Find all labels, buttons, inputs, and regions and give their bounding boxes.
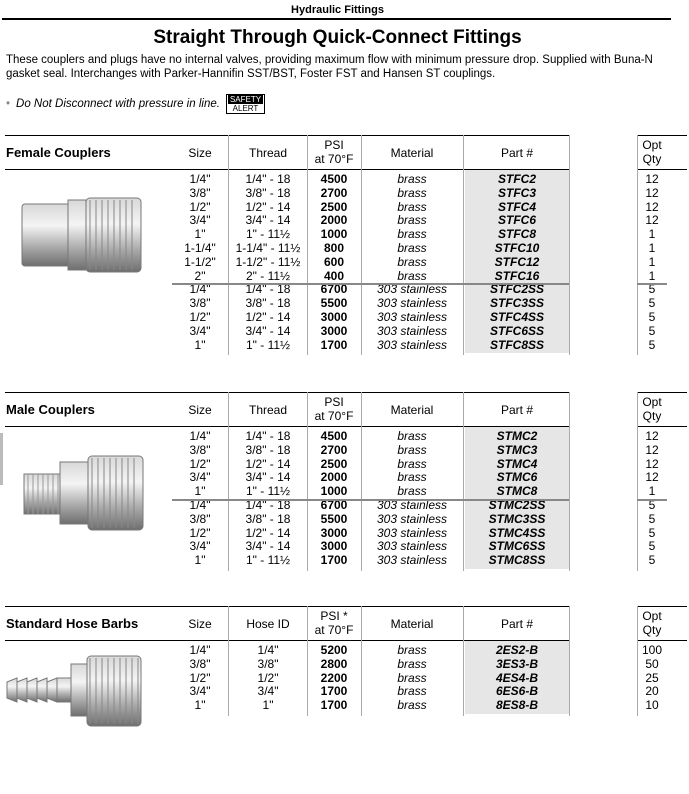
cell-part-number: 6ES6-B: [495, 684, 539, 699]
cell-size: 1/4": [189, 172, 211, 186]
cell-thread: 1/4" - 18: [245, 498, 291, 512]
cell-size: 3/4": [189, 684, 211, 699]
safety-note: [6, 94, 265, 114]
cell-thread: 1/4" - 18: [245, 282, 291, 297]
cell-material: brass: [397, 670, 427, 685]
cell-material: brass: [397, 456, 427, 471]
cell-size: 1/2": [189, 525, 211, 540]
table-row: [0, 324, 689, 338]
material-group-divider: [172, 283, 569, 285]
cell-opt-qty: 20: [645, 684, 659, 699]
cell-material: brass: [397, 429, 427, 443]
cell-psi: 2700: [320, 185, 348, 200]
table-row: [0, 338, 689, 352]
cell-thread: 3/4" - 14: [245, 470, 291, 485]
cell-material: brass: [397, 172, 427, 186]
cell-psi: 2000: [320, 470, 348, 485]
cell-opt-qty: 12: [645, 470, 659, 485]
cell-psi: 4500: [320, 172, 348, 186]
safety-badge-top: SAFETY: [229, 95, 262, 104]
cell-opt-qty: 5: [648, 323, 656, 338]
cell-size: 1": [194, 698, 206, 713]
male-coupler-photo: [20, 452, 145, 539]
cell-size: 1": [194, 337, 206, 352]
cell-psi: 5500: [320, 296, 348, 311]
cell-part-number: STFC16: [494, 268, 540, 283]
cell-thread: 3/4" - 14: [245, 323, 291, 338]
cell-opt-qty: 5: [648, 511, 656, 526]
cell-thread: 3/4" - 14: [245, 539, 291, 554]
cell-psi: 1700: [320, 337, 348, 352]
header-psi: [308, 138, 360, 166]
cell-thread: 1" - 11½: [245, 227, 291, 242]
cell-thread: 1/2" - 14: [245, 199, 291, 214]
cell-thread: 3/8" - 18: [245, 442, 291, 457]
cell-opt-qty: 12: [645, 456, 659, 471]
cell-size: 3/4": [189, 539, 211, 554]
cell-part-number: STMC3: [496, 442, 538, 457]
cell-opt-qty: 12: [645, 213, 659, 228]
cell-thread: 1/4": [257, 643, 279, 657]
cell-material: 303 stainless: [376, 525, 448, 540]
header-thread-line: Thread: [248, 146, 288, 160]
cell-part-number: 8ES8-B: [495, 698, 539, 713]
header-rule: [2, 18, 671, 20]
page-category-header: Hydraulic Fittings: [291, 4, 384, 16]
material-group-divider: [637, 499, 667, 501]
cell-material: brass: [397, 241, 427, 255]
cell-psi: 2200: [320, 670, 348, 685]
cell-size: 1/2": [189, 670, 211, 685]
section-title: Female Couplers: [6, 145, 111, 160]
cell-opt-qty: 50: [645, 656, 659, 671]
cell-part-number: STMC8SS: [488, 553, 546, 568]
cell-thread: 1-1/4" - 11½: [235, 241, 301, 255]
cell-size: 1/4": [189, 429, 211, 443]
header-size-line: Size: [188, 617, 212, 631]
cell-part-number: STMC4SS: [488, 525, 546, 540]
cell-thread: 1/2": [257, 670, 279, 685]
header-opt-qty-line: Opt: [642, 138, 662, 152]
header-opt-qty: [638, 138, 666, 166]
header-size-line: Size: [188, 403, 212, 417]
cell-size: 3/8": [189, 656, 211, 671]
cell-opt-qty: 1: [648, 254, 656, 269]
section-top-rule: [5, 135, 569, 136]
cell-part-number: STMC3SS: [488, 511, 546, 526]
header-thread: [230, 617, 306, 631]
header-psi-line: PSI: [324, 395, 344, 409]
cell-material: 303 stainless: [376, 323, 448, 338]
section-title: Standard Hose Barbs: [6, 616, 139, 631]
cell-psi: 3000: [320, 525, 348, 540]
header-material: [362, 403, 462, 417]
margin-marker: [0, 433, 3, 485]
section-title: Male Couplers: [6, 402, 95, 417]
opt-header-rule: [637, 426, 687, 427]
cell-part-number: STMC6: [496, 470, 538, 485]
header-opt-qty: [638, 609, 666, 637]
cell-opt-qty: 12: [645, 185, 659, 200]
cell-material: brass: [397, 213, 427, 228]
cell-material: brass: [397, 227, 427, 242]
cell-size: 3/8": [189, 185, 211, 200]
cell-opt-qty: 5: [648, 553, 656, 568]
header-opt-qty-line: Qty: [642, 623, 662, 637]
table-row: [0, 172, 689, 186]
cell-thread: 1" - 11½: [245, 337, 291, 352]
header-part: [466, 146, 568, 160]
page-title: Straight Through Quick-Connect Fittings: [153, 27, 522, 48]
opt-header-rule: [637, 640, 687, 641]
cell-opt-qty: 12: [645, 199, 659, 214]
header-psi: [308, 395, 360, 423]
header-part: [466, 403, 568, 417]
cell-size: 2": [194, 268, 206, 283]
cell-part-number: STMC2SS: [488, 498, 546, 512]
cell-size: 3/8": [189, 511, 211, 526]
header-thread: [230, 146, 306, 160]
cell-psi: 5200: [320, 643, 348, 657]
cell-psi: 4500: [320, 429, 348, 443]
barb-coupler-photo: [5, 648, 145, 741]
cell-material: brass: [397, 470, 427, 485]
cell-part-number: STMC6SS: [488, 539, 546, 554]
cell-part-number: STFC12: [494, 254, 540, 269]
safety-alert-badge: [226, 94, 265, 114]
header-material-line: Material: [390, 146, 434, 160]
header-thread: [230, 403, 306, 417]
section-top-rule: [5, 392, 569, 393]
header-size: [172, 617, 228, 631]
cell-thread: 1/4" - 18: [245, 429, 291, 443]
cell-opt-qty: 1: [648, 268, 656, 283]
cell-opt-qty: 10: [645, 698, 659, 713]
cell-part-number: STFC6SS: [489, 323, 544, 338]
cell-thread: 1-1/2" - 11½: [235, 254, 301, 269]
table-row: [0, 310, 689, 324]
header-material-line: Material: [390, 403, 434, 417]
cell-opt-qty: 1: [648, 227, 656, 242]
table-row: [0, 553, 689, 567]
cell-thread: 1": [262, 698, 274, 713]
cell-part-number: STFC2: [497, 172, 536, 186]
cell-opt-qty: 100: [641, 643, 663, 657]
header-material: [362, 146, 462, 160]
cell-thread: 3/4": [257, 684, 279, 699]
cell-material: brass: [397, 199, 427, 214]
cell-thread: 3/8" - 18: [245, 296, 291, 311]
table-row: [0, 539, 689, 553]
cell-size: 1/2": [189, 310, 211, 324]
header-psi-line: PSI *: [320, 609, 348, 623]
header-part-line: Part #: [500, 403, 533, 417]
cell-thread: 1/2" - 14: [245, 456, 291, 471]
cell-opt-qty: 5: [648, 296, 656, 311]
cell-size: 1": [194, 553, 206, 568]
cell-material: 303 stainless: [376, 553, 448, 568]
cell-part-number: STFC8: [497, 227, 536, 242]
cell-part-number: STFC3: [497, 185, 536, 200]
cell-part-number: STMC4: [496, 456, 538, 471]
cell-thread: 3/8" - 18: [245, 511, 291, 526]
cell-thread: 2" - 11½: [245, 268, 291, 283]
cell-part-number: STFC2SS: [489, 282, 544, 297]
opt-header-rule: [637, 169, 687, 170]
intro-paragraph: These couplers and plugs have no internal valves, providing maximum flow with minimum pressure drop. Supplied with Buna-N gasket seal. Interchanges with Parker-Hannifin SST/BST, Foster FST and Hansen ST couplings.: [6, 54, 653, 80]
cell-part-number: 2ES2-B: [495, 643, 539, 657]
header-size: [172, 403, 228, 417]
cell-material: brass: [397, 442, 427, 457]
cell-psi: 1000: [320, 227, 348, 242]
header-opt-qty: [638, 395, 666, 423]
header-material-line: Material: [390, 617, 434, 631]
cell-material: brass: [397, 185, 427, 200]
header-opt-qty-line: Opt: [642, 609, 662, 623]
cell-opt-qty: 5: [648, 525, 656, 540]
header-psi-line: at 70°F: [314, 623, 354, 637]
cell-thread: 1/4" - 18: [245, 172, 291, 186]
header-material: [362, 617, 462, 631]
cell-thread: 1/2" - 14: [245, 310, 291, 324]
bullet-icon: •: [6, 98, 11, 110]
material-group-divider: [637, 283, 667, 285]
cell-size: 1/2": [189, 456, 211, 471]
cell-psi: 400: [323, 268, 345, 283]
cell-psi: 3000: [320, 310, 348, 324]
cell-size: 1/4": [189, 498, 211, 512]
cell-size: 1/4": [189, 282, 211, 297]
cell-material: brass: [397, 268, 427, 283]
header-size: [172, 146, 228, 160]
cell-opt-qty: 5: [648, 337, 656, 352]
cell-psi: 3000: [320, 539, 348, 554]
cell-size: 1": [194, 227, 206, 242]
cell-part-number: STFC10: [494, 241, 540, 255]
safety-badge-bottom: ALERT: [232, 104, 259, 113]
cell-material: 303 stainless: [376, 337, 448, 352]
cell-size: 1-1/2": [184, 254, 216, 269]
table-row: [0, 429, 689, 443]
header-opt-qty-line: Qty: [642, 152, 662, 166]
female-coupler-photo: [20, 194, 145, 281]
cell-size: 3/8": [189, 442, 211, 457]
header-psi-line: at 70°F: [314, 409, 354, 423]
header-part: [466, 617, 568, 631]
cell-opt-qty: 5: [648, 539, 656, 554]
cell-part-number: STFC8SS: [489, 337, 544, 352]
cell-opt-qty: 1: [648, 241, 656, 255]
cell-psi: 5500: [320, 511, 348, 526]
cell-psi: 6700: [320, 498, 348, 512]
cell-size: 1-1/4": [184, 241, 216, 255]
cell-part-number: STMC8: [496, 484, 538, 499]
header-size-line: Size: [188, 146, 212, 160]
cell-opt-qty: 5: [648, 282, 656, 297]
table-row: [0, 296, 689, 310]
cell-material: brass: [397, 698, 427, 713]
cell-opt-qty: 25: [645, 670, 659, 685]
cell-psi: 2500: [320, 199, 348, 214]
section-top-rule: [5, 606, 569, 607]
header-part-line: Part #: [500, 617, 533, 631]
cell-part-number: STFC3SS: [489, 296, 544, 311]
cell-psi: 2800: [320, 656, 348, 671]
cell-thread: 3/8" - 18: [245, 185, 291, 200]
cell-size: 3/4": [189, 323, 211, 338]
cell-size: 1": [194, 484, 206, 499]
cell-psi: 1700: [320, 684, 348, 699]
cell-part-number: 3ES3-B: [495, 656, 539, 671]
cell-material: brass: [397, 254, 427, 269]
cell-material: 303 stainless: [376, 498, 448, 512]
header-opt-qty-line: Opt: [642, 395, 662, 409]
cell-size: 1/4": [189, 643, 211, 657]
cell-part-number: STMC2: [496, 429, 538, 443]
cell-material: brass: [397, 684, 427, 699]
cell-material: brass: [397, 484, 427, 499]
header-psi-line: PSI: [324, 138, 344, 152]
cell-material: 303 stainless: [376, 511, 448, 526]
header-part-line: Part #: [500, 146, 533, 160]
cell-part-number: STFC6: [497, 213, 536, 228]
header-opt-qty-line: Qty: [642, 409, 662, 423]
header-thread-line: Thread: [248, 403, 288, 417]
cell-psi: 2700: [320, 442, 348, 457]
opt-top-rule: [637, 392, 687, 393]
header-thread-line: Hose ID: [246, 617, 290, 631]
cell-thread: 3/8": [257, 656, 279, 671]
cell-opt-qty: 12: [645, 442, 659, 457]
cell-opt-qty: 1: [648, 484, 656, 499]
header-psi: [308, 609, 360, 637]
cell-psi: 6700: [320, 282, 348, 297]
cell-opt-qty: 5: [648, 498, 656, 512]
opt-top-rule: [637, 135, 687, 136]
cell-material: brass: [397, 643, 427, 657]
cell-material: 303 stainless: [376, 310, 448, 324]
cell-thread: 3/4" - 14: [245, 213, 291, 228]
opt-top-rule: [637, 606, 687, 607]
safety-note-text: Do Not Disconnect with pressure in line.: [16, 98, 220, 110]
cell-material: 303 stainless: [376, 296, 448, 311]
cell-part-number: STFC4: [497, 199, 536, 214]
cell-psi: 1700: [320, 698, 348, 713]
cell-thread: 1" - 11½: [245, 484, 291, 499]
cell-size: 3/4": [189, 470, 211, 485]
header-psi-line: at 70°F: [314, 152, 354, 166]
cell-material: 303 stainless: [376, 282, 448, 297]
cell-thread: 1" - 11½: [245, 553, 291, 568]
cell-size: 3/8": [189, 296, 211, 311]
cell-opt-qty: 5: [648, 310, 656, 324]
cell-part-number: 4ES4-B: [495, 670, 539, 685]
cell-thread: 1/2" - 14: [245, 525, 291, 540]
material-group-divider: [172, 499, 569, 501]
cell-size: 1/2": [189, 199, 211, 214]
cell-psi: 3000: [320, 323, 348, 338]
cell-size: 3/4": [189, 213, 211, 228]
cell-material: brass: [397, 656, 427, 671]
cell-psi: 1000: [320, 484, 348, 499]
cell-opt-qty: 12: [645, 429, 659, 443]
cell-psi: 2500: [320, 456, 348, 471]
cell-psi: 600: [323, 254, 345, 269]
cell-part-number: STFC4SS: [489, 310, 544, 324]
cell-psi: 1700: [320, 553, 348, 568]
cell-psi: 800: [323, 241, 345, 255]
cell-psi: 2000: [320, 213, 348, 228]
cell-opt-qty: 12: [645, 172, 659, 186]
cell-material: 303 stainless: [376, 539, 448, 554]
